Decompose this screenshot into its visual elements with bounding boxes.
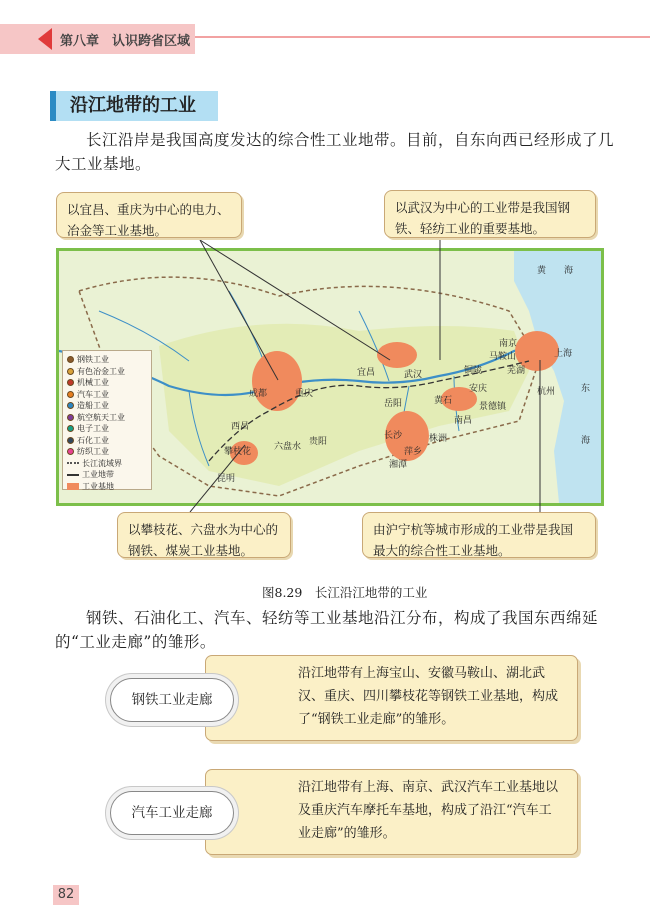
legend-item: 工业基地: [67, 481, 148, 493]
sea-label: 海: [564, 266, 574, 276]
intro-paragraph: 长江沿岸是我国高度发达的综合性工业地带。目前，自东向西已经形成了几大工业基地。: [55, 131, 615, 173]
base-area-icon: [67, 483, 79, 490]
petrochemical-icon: [67, 437, 74, 444]
figure-caption: 图8.29 长江沿江地带的工业: [262, 585, 428, 600]
nonferrous-icon: [67, 368, 74, 375]
corridor-paragraph: 钢铁、石油化工、汽车、轻纺等工业基地沿江分布，构成了我国东西绵延的“工业走廊”的雏形。: [55, 609, 599, 651]
steel-corridor-cloud: 钢铁工业走廊: [110, 678, 234, 722]
city-label: 六盘水: [274, 442, 302, 452]
city-label: 岳阳: [384, 399, 403, 409]
legend-item: 工业地带: [67, 469, 148, 481]
steel-corridor-box: 沿江地带有上海宝山、安徽马鞍山、湖北武汉、重庆、四川攀枝花等钢铁工业基地，构成了“钢铁工业走廊”的雏形。: [205, 655, 578, 741]
legend-item: 航空航天工业: [67, 412, 148, 424]
city-label: 长沙: [384, 431, 403, 441]
map-legend: [62, 350, 152, 490]
legend-item: 纺织工业: [67, 446, 148, 458]
section-title: 沿江地带的工业: [50, 91, 218, 121]
sea-label: 海: [581, 436, 591, 446]
textile-icon: [67, 448, 74, 455]
legend-item: 机械工业: [67, 377, 148, 389]
city-label: 芜湖: [507, 366, 526, 376]
legend-item: 有色冶金工业: [67, 366, 148, 378]
legend-item: 造船工业: [67, 400, 148, 412]
city-label: 南京: [499, 339, 518, 349]
sea-label: 黄: [537, 266, 547, 276]
city-label: 杭州: [537, 387, 556, 397]
chapter-title: 第八章 认识跨省区域: [60, 34, 191, 49]
city-label: 攀枝花: [224, 447, 252, 457]
city-label: 成都: [249, 389, 268, 399]
electronics-icon: [67, 425, 74, 432]
city-label: 萍乡: [404, 447, 423, 457]
city-label: 宜昌: [357, 368, 376, 378]
city-label: 武汉: [404, 370, 423, 380]
callout-shanghai-nanjing-hangzhou: 由沪宁杭等城市形成的工业带是我国最大的综合性工业基地。: [362, 512, 596, 558]
city-label: 重庆: [295, 389, 314, 399]
legend-item: 石化工业: [67, 435, 148, 447]
legend-item: 钢铁工业: [67, 354, 148, 366]
callout-yichang-chongqing: 以宜昌、重庆为中心的电力、冶金等工业基地。: [56, 192, 242, 238]
legend-item: 长江流域界: [67, 458, 148, 470]
car-icon: [67, 391, 74, 398]
city-label: 南昌: [454, 416, 473, 426]
sea-label: 东: [581, 384, 591, 394]
city-label: 株洲: [429, 434, 448, 444]
page-number: 82: [53, 885, 79, 905]
callout-wuhan: 以武汉为中心的工业带是我国钢铁、轻纺工业的重要基地。: [384, 190, 596, 238]
city-label: 景德镇: [479, 402, 507, 412]
city-label: 贵阳: [309, 437, 328, 447]
city-label: 西昌: [231, 422, 250, 432]
leader-line: [190, 445, 245, 512]
auto-corridor-box: 沿江地带有上海、南京、武汉汽车工业基地以及重庆汽车摩托车基地，构成了沿江“汽车工业走廊”的雏形。: [205, 769, 578, 855]
city-label: 湘潭: [389, 460, 408, 470]
legend-item: 汽车工业: [67, 389, 148, 401]
city-label: 安庆: [469, 384, 488, 394]
legend-item: 电子工业: [67, 423, 148, 435]
callout-panzhihua: 以攀枝花、六盘水为中心的钢铁、煤炭工业基地。: [117, 512, 291, 558]
leader-line: [200, 240, 278, 380]
ship-icon: [67, 402, 74, 409]
auto-corridor-cloud: 汽车工业走廊: [110, 791, 234, 835]
city-label: 铜陵: [464, 366, 483, 376]
city-label: 马鞍山: [489, 352, 517, 362]
city-label: 上海: [554, 349, 573, 359]
basin-boundary-icon: [67, 462, 79, 464]
city-label: 昆明: [217, 474, 236, 484]
belt-line-icon: [67, 474, 79, 476]
city-label: 黄石: [434, 396, 453, 406]
machinery-icon: [67, 379, 74, 386]
aerospace-icon: [67, 414, 74, 421]
steel-icon: [67, 356, 74, 363]
leader-line: [200, 240, 390, 360]
